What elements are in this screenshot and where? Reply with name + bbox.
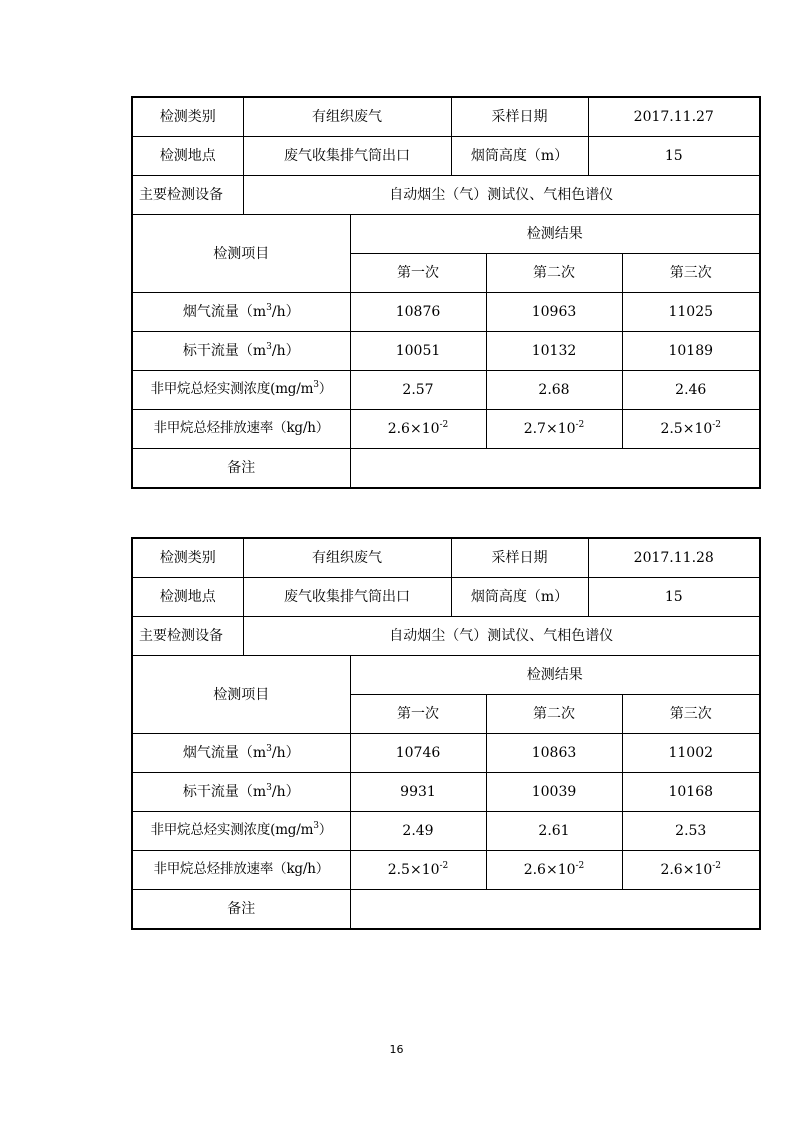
result-header: 检测结果 [350, 215, 760, 254]
run-header-1: 第一次 [350, 254, 486, 293]
std-dry-flow-value: 10189 [622, 332, 760, 371]
item-header: 检测项目 [132, 215, 350, 293]
table-row [132, 293, 760, 332]
table-row [132, 97, 760, 137]
stack-height-label: 烟筒高度（m） [451, 578, 588, 617]
stack-height-value: 15 [588, 137, 760, 176]
equipment-label: 主要检测设备 [132, 176, 243, 215]
remarks-label: 备注 [132, 890, 350, 930]
nmhc-concentration-value: 2.57 [350, 371, 486, 410]
nmhc-emission-rate-value: $2.6\times 10^{-2}$ [486, 851, 622, 890]
flue-gas-flow-value: 10963 [486, 293, 622, 332]
nmhc-concentration-value: 2.49 [350, 812, 486, 851]
category-label: 检测类别 [132, 97, 243, 137]
std-dry-flow-value: 10168 [622, 773, 760, 812]
nmhc-emission-rate-value: $2.5\times 10^{-2}$ [622, 410, 760, 449]
stack-height-value: 15 [588, 578, 760, 617]
equipment-value: 自动烟尘（气）测试仪、气相色谱仪 [243, 176, 760, 215]
std-dry-flow-value: 9931 [350, 773, 486, 812]
category-label: 检测类别 [132, 538, 243, 578]
nmhc-concentration-value: 2.46 [622, 371, 760, 410]
nmhc-emission-rate-value: $2.5\times 10^{-2}$ [350, 851, 486, 890]
nmhc-concentration-value: 2.68 [486, 371, 622, 410]
std-dry-flow-value: 10132 [486, 332, 622, 371]
nmhc-emission-rate-label: 非甲烷总烃排放速率（kg/h） [132, 851, 350, 890]
flue-gas-flow-value: 10863 [486, 734, 622, 773]
table-row [132, 734, 760, 773]
std-dry-flow-value: 10051 [350, 332, 486, 371]
location-value: 废气收集排气筒出口 [243, 578, 451, 617]
table-row [132, 371, 760, 410]
monitoring-table-2 [131, 537, 761, 930]
remarks-value [350, 890, 760, 930]
run-header-2: 第二次 [486, 695, 622, 734]
run-header-2: 第二次 [486, 254, 622, 293]
table-row [132, 137, 760, 176]
table-row [132, 578, 760, 617]
nmhc-emission-rate-value: $2.6\times 10^{-2}$ [350, 410, 486, 449]
equipment-value: 自动烟尘（气）测试仪、气相色谱仪 [243, 617, 760, 656]
flue-gas-flow-label: 烟气流量$(m^3/h)$ [132, 734, 350, 773]
result-header: 检测结果 [350, 656, 760, 695]
table-row [132, 812, 760, 851]
nmhc-emission-rate-value: $2.6\times 10^{-2}$ [622, 851, 760, 890]
page-number: 16 [389, 1043, 404, 1056]
location-label: 检测地点 [132, 137, 243, 176]
location-value: 废气收集排气筒出口 [243, 137, 451, 176]
flue-gas-flow-value: 10876 [350, 293, 486, 332]
table-row [132, 176, 760, 215]
flue-gas-flow-value: 10746 [350, 734, 486, 773]
table-row [132, 617, 760, 656]
sampling-date-label: 采样日期 [451, 97, 588, 137]
monitoring-table-1 [131, 96, 761, 489]
run-header-3: 第三次 [622, 695, 760, 734]
run-header-3: 第三次 [622, 254, 760, 293]
table-row [132, 890, 760, 930]
table-row [132, 656, 760, 695]
flue-gas-flow-value: 11002 [622, 734, 760, 773]
nmhc-concentration-label: 非甲烷总烃实测浓度$(mg/m^3)$ [132, 371, 350, 410]
remarks-value [350, 449, 760, 489]
location-label: 检测地点 [132, 578, 243, 617]
category-value: 有组织废气 [243, 538, 451, 578]
sampling-date-value: 2017.11.28 [588, 538, 760, 578]
std-dry-flow-value: 10039 [486, 773, 622, 812]
nmhc-concentration-value: 2.61 [486, 812, 622, 851]
run-header-1: 第一次 [350, 695, 486, 734]
category-value: 有组织废气 [243, 97, 451, 137]
flue-gas-flow-label: 烟气流量$(m^3/h)$ [132, 293, 350, 332]
table-row [132, 538, 760, 578]
sampling-date-label: 采样日期 [451, 538, 588, 578]
table-row [132, 215, 760, 254]
item-header: 检测项目 [132, 656, 350, 734]
nmhc-emission-rate-value: $2.7\times 10^{-2}$ [486, 410, 622, 449]
equipment-label: 主要检测设备 [132, 617, 243, 656]
flue-gas-flow-value: 11025 [622, 293, 760, 332]
table-row [132, 851, 760, 890]
nmhc-concentration-value: 2.53 [622, 812, 760, 851]
stack-height-label: 烟筒高度（m） [451, 137, 588, 176]
remarks-label: 备注 [132, 449, 350, 489]
table-row [132, 410, 760, 449]
nmhc-concentration-label: 非甲烷总烃实测浓度$(mg/m^3)$ [132, 812, 350, 851]
std-dry-flow-label: 标干流量$(m^3/h)$ [132, 332, 350, 371]
sampling-date-value: 2017.11.27 [588, 97, 760, 137]
std-dry-flow-label: 标干流量$(m^3/h)$ [132, 773, 350, 812]
table-row [132, 332, 760, 371]
table-row [132, 449, 760, 489]
table-row [132, 773, 760, 812]
nmhc-emission-rate-label: 非甲烷总烃排放速率（kg/h） [132, 410, 350, 449]
